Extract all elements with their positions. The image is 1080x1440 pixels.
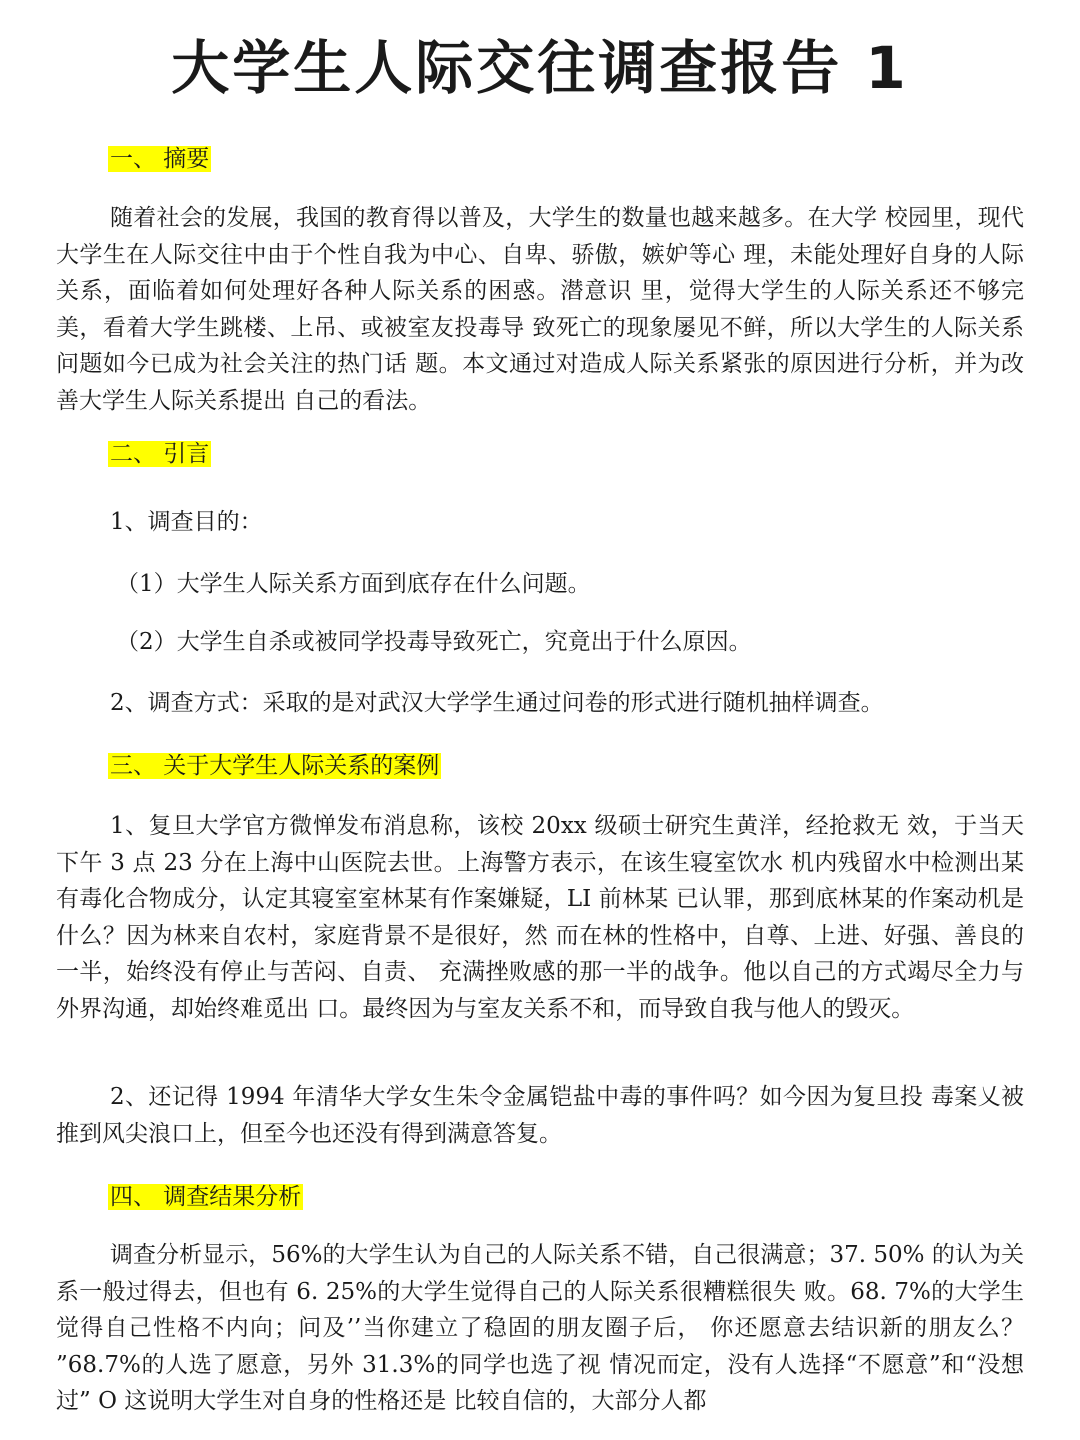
case-paragraph-1: 1、复旦大学官方微惮发布消息称，该校 20xx 级硕士研究生黄洋，经抢救无 效，于当天下午 3 点 23 分在上海中山医院去世。上海警方表示，在该生寝室饮水 机内残留水中检测出某有毒化合物成分，认定其寝室室林某有作案嫌疑，LI 前林某 已认罪，那到底林某的作案动机是什么？因为林来自农村，家庭背景不是很好，然 而在林的性格中，自尊、上进、好强、善良的一半，始终没有停止与苦闷、自责、 充满挫败感的那一半的战争。他以自己的方式竭尽全力与外界沟通，却始终难觅出 口。最终因为与室友关系不和，而导致自我与他人的毁灭。 — [56, 813, 1024, 1022]
results-paragraph: 调查分析显示，56%的大学生认为自己的人际关系不错，自己很满意；37. 50% 的认为关系一般过得去，但也有 6. 25%的大学生觉得自己的人际关系很糟糕很失 败。68. 7%的大学生觉得自己性格不内向；问及’’当你建立了稳固的朋友圈子后， 你还愿意去结识新的朋友么？ ”68.7%的人选了愿意，另外 31.3%的同学也选了视 情况而定，没有人选择“不愿意”和“没想过” O 这说明大学生对自身的性格还是 比较自信的，大部分人都 — [56, 1242, 1024, 1414]
section-heading-intro — [108, 437, 211, 471]
page-title: 大学生人际交往调查报告 1 — [171, 34, 909, 102]
section-heading-results — [108, 1180, 303, 1214]
survey-purpose-item-2: （2）大学生自杀或被同学投毒导致死亡，究竟出于什么原因。 — [116, 629, 752, 655]
section-heading-cases-label: 三、 关于大学生人际关系的案例 — [110, 753, 440, 779]
survey-purpose-item-1: （1）大学生人际关系方面到底存在什么问题。 — [116, 571, 591, 597]
case-paragraph-2: 2、还记得 1994 年清华大学女生朱令金属铠盐中毒的事件吗？如今因为复旦投 毒案乂被推到风尖浪口上，但至今也还没有得到满意答复。 — [56, 1084, 1024, 1147]
abstract-paragraph: 随着社会的发展，我国的教育得以普及，大学生的数量也越来越多。在大学 校园里，现代大学生在人际交往中由于个性自我为中心、自卑、骄傲，嫉妒等心 理，未能处理好自身的人际关系，面临着如何处理好各种人际关系的困惑。潜意识 里，觉得大学生的人际关系还不够完美，看着大学生跳楼、上吊、或被室友投毒导 致死亡的现象屡见不鲜，所以大学生的人际关系问题如今已成为社会关注的热门话 题。本文通过对造成人际关系紧张的原因进行分析，并为改善大学生人际关系提出 自己的看法。 — [56, 205, 1024, 414]
section-heading-abstract — [108, 142, 211, 176]
section-heading-abstract-label: 一、 摘要 — [110, 146, 210, 172]
section-heading-cases — [108, 749, 441, 783]
section-heading-intro-label: 二、 引言 — [110, 441, 210, 467]
section-heading-results-label: 四、 调查结果分析 — [110, 1184, 302, 1210]
survey-purpose-label: 1、调查目的： — [110, 509, 263, 535]
survey-method: 2、调查方式：采取的是对武汉大学学生通过问卷的形式进行随机抽样调查。 — [110, 690, 884, 716]
